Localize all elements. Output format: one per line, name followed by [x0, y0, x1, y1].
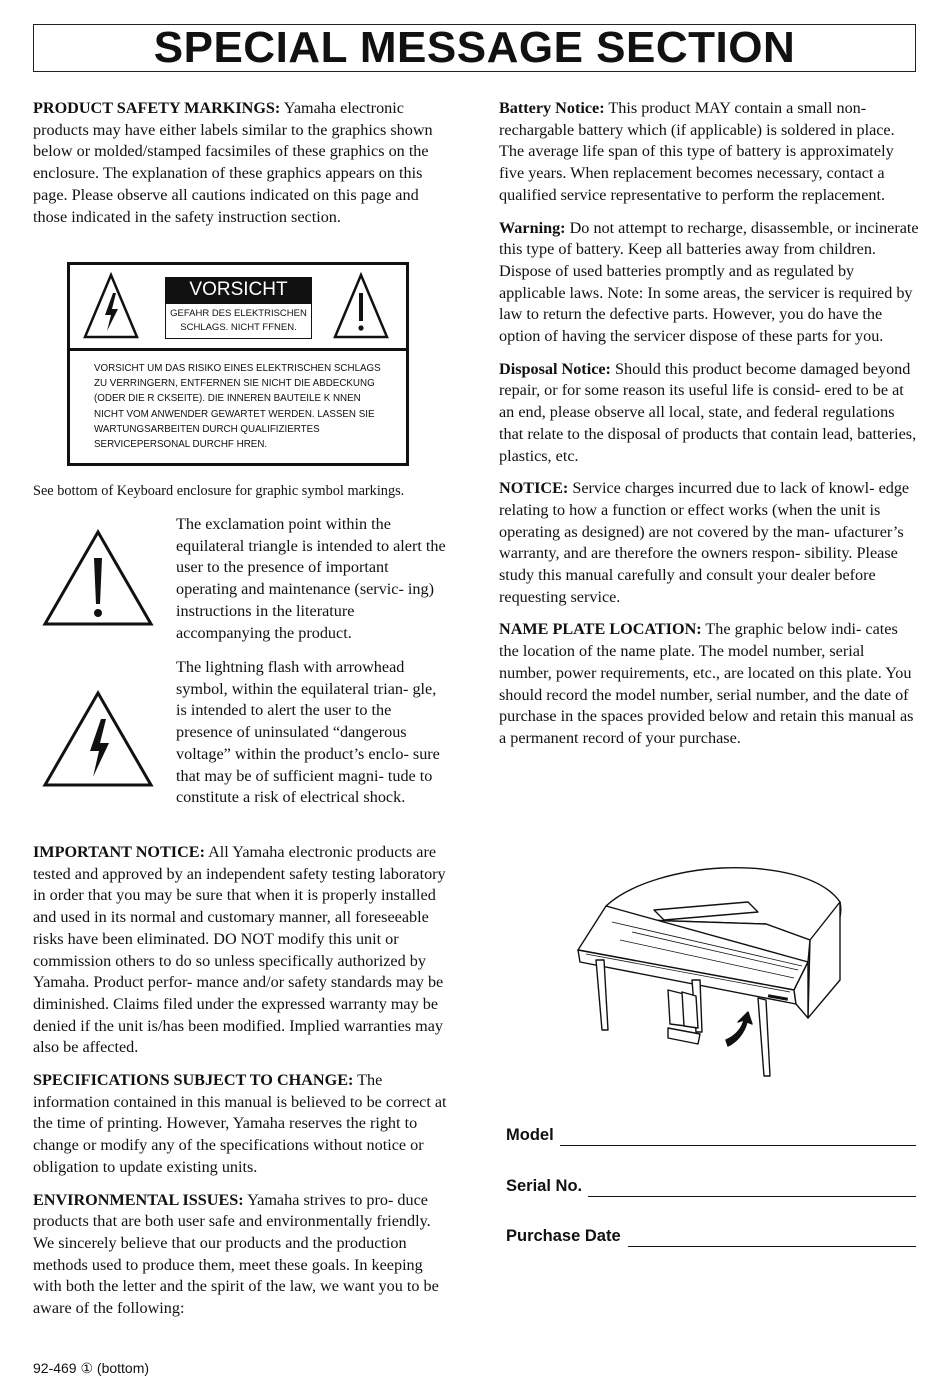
- see-bottom-note: See bottom of Keyboard enclosure for graphic symbol markings.: [33, 483, 405, 499]
- page-title-box: [33, 24, 916, 72]
- name-plate-body: The graphic below indi- cates the location of the name plate. The model number, serial number, power requirements, etc., are located on this plate. You should record the model number, serial number, and the date of purchase in the spaces provided below and retain this manual as a permanent record of your purchase.: [499, 620, 914, 747]
- vorsicht-warning-label: [67, 262, 409, 466]
- disposal-body: Should this product become damaged beyond repair, or for some reason its useful life is consid- ered to be at an end, please observe all local, state, and federal regulations that relate to the disposal of products that contain lead, batteries, plastics, etc.: [499, 359, 917, 465]
- page-title: SPECIAL MESSAGE SECTION: [153, 23, 796, 72]
- disposal-paragraph: [499, 359, 919, 468]
- disposal-heading: Disposal Notice:: [499, 359, 611, 378]
- product-safety-heading: PRODUCT SAFETY MARKINGS:: [33, 99, 281, 117]
- warning-label-body: [94, 361, 394, 452]
- specifications-heading: SPECIFICATIONS SUBJECT TO CHANGE:: [33, 1071, 354, 1090]
- specifications-paragraph: [33, 1070, 451, 1179]
- serial-label: Serial No.: [506, 1177, 583, 1195]
- exclamation-triangle-icon: [41, 528, 155, 628]
- model-field[interactable]: [506, 1124, 916, 1148]
- environmental-paragraph: [33, 1190, 451, 1320]
- product-safety-paragraph: [33, 98, 451, 228]
- model-line[interactable]: [560, 1145, 916, 1146]
- important-notice-paragraph: [33, 842, 451, 1059]
- important-notice-body: All Yamaha electronic products are tested and approved by an independent safety testing laboratory in order that you may be sure that when it is properly installed and used in its normal and customary manner, all foreseeable risks have been eliminated. DO NOT modify this unit or commission others to do so unless specifically authorized by Yamaha. Product perfor- mance and/or safety standards may be diminished. Claims filed under the expressed warranty may be denied if the unit is/has been modified. Implied warranties may also be affected.: [33, 843, 446, 1057]
- purchase-date-label: Purchase Date: [506, 1227, 621, 1245]
- model-label: Model: [506, 1126, 554, 1144]
- notice-heading: NOTICE:: [499, 479, 569, 498]
- warning-body-line: WARTUNGSARBEITEN DURCH QUALIFIZIERTES: [94, 423, 320, 435]
- vorsicht-header: VORSICHT: [165, 277, 312, 303]
- warning-body-line: ZU VERRINGERN, ENTFERNEN SIE NICHT DIE ABDECKUNG: [94, 378, 375, 390]
- notice-body: Service charges incurred due to lack of knowl- edge relating to how a function or effect works (when the unit is operating as designed) are not covered by the man- ufacturer’s warranty, and are therefore the owners respon- sibility. Please study this manual carefully and consult your dealer before requesting service.: [499, 479, 910, 606]
- purchase-date-line[interactable]: [628, 1246, 916, 1247]
- lightning-warning-icon: [82, 271, 140, 341]
- right-column: [499, 98, 919, 761]
- purchase-date-field[interactable]: [506, 1225, 916, 1249]
- product-safety-body: Yamaha electronic products may have either labels similar to the graphics shown below or molded/stamped facsimiles of these graphics on the enclosure. The explanation of these graphics appears on this page. Please observe all cautions indicated on this page and those indicated in the safety instruction section.: [33, 99, 433, 226]
- battery-paragraph: [499, 98, 919, 207]
- name-plate-heading: NAME PLATE LOCATION:: [499, 620, 702, 639]
- warning-label-header: [70, 265, 406, 351]
- warning-body-line: VORSICHT UM DAS RISIKO EINES ELEKTRISCHEN SCHLAGS: [94, 363, 381, 374]
- page-footer-code: 92-469 ① (bottom): [33, 1360, 150, 1376]
- battery-body: This product MAY contain a small non- rechargable battery which (if applicable) is soldered in place. The average life span of this type of battery is approximately five years. When replacement becomes necessary, contact a qualified service representative to perform the replacement.: [499, 99, 895, 204]
- exclamation-warning-icon: [332, 271, 390, 341]
- left-lower-column: [33, 842, 451, 1331]
- environmental-heading: ENVIRONMENTAL ISSUES:: [33, 1190, 244, 1209]
- vorsicht-sub-line: GEFAHR DES ELEKTRISCHEN: [170, 308, 307, 319]
- serial-line[interactable]: [588, 1196, 916, 1197]
- warning-body-line: (ODER DIE R CKSEITE). DIE INNEREN BAUTEILE K NNEN: [94, 393, 361, 405]
- serial-field[interactable]: [506, 1175, 916, 1199]
- lightning-triangle-icon: [41, 689, 155, 789]
- left-column: [33, 98, 451, 239]
- piano-illustration: [572, 862, 847, 1087]
- warning-body: Do not attempt to recharge, disassemble, or incinerate this type of battery. Keep all batteries away from children. Dispose of used batteries promptly and as regulated by applicable laws. Note: In some areas, the servicer is required by law to return the defective parts. However, you do have the option of having the servicer dispose of these parts for you.: [499, 218, 919, 346]
- lightning-symbol-section: [33, 657, 451, 809]
- exclamation-symbol-section: [33, 514, 451, 644]
- exclamation-description: The exclamation point within the equilateral triangle is intended to alert the user to the presence of important operating and maintenance (servic- ing) instructions in the literature accompanying the product.: [176, 515, 446, 642]
- important-notice-heading: IMPORTANT NOTICE:: [33, 843, 205, 861]
- environmental-body: Yamaha strives to pro- duce products that are both user safe and environmentally friendly. We sincerely believe that our products and the production methods used to produce them, meet these goals. In keeping with both the letter and the spirit of the law, we want you to be aware of the following:: [33, 1190, 439, 1318]
- specifications-body: The information contained in this manual is believed to be correct at the time of printing. However, Yamaha reserves the right to change or modify any of the specifications without notice or obligation to update existing units.: [33, 1071, 447, 1176]
- vorsicht-sub-line: SCHLAGS. NICHT FFNEN.: [180, 322, 297, 333]
- warning-body-line: NICHT VOM ANWENDER GEWARTET WERDEN. LASSEN SIE: [94, 408, 375, 420]
- lightning-description: The lightning flash with arrowhead symbol, within the equilateral trian- gle, is intended to alert the user to the presence of uninsulated “dangerous voltage” within the product’s enclo- sure that may be of sufficient magni- tude to constitute a risk of electrical shock.: [176, 658, 440, 807]
- vorsicht-subtext: [165, 303, 312, 339]
- name-plate-paragraph: [499, 619, 919, 749]
- warning-paragraph: [499, 218, 919, 348]
- notice-paragraph: [499, 478, 919, 608]
- battery-heading: Battery Notice:: [499, 99, 605, 117]
- warning-body-line: SERVICEPERSONAL DURCHF HREN.: [94, 439, 268, 451]
- warning-heading: Warning:: [499, 218, 566, 237]
